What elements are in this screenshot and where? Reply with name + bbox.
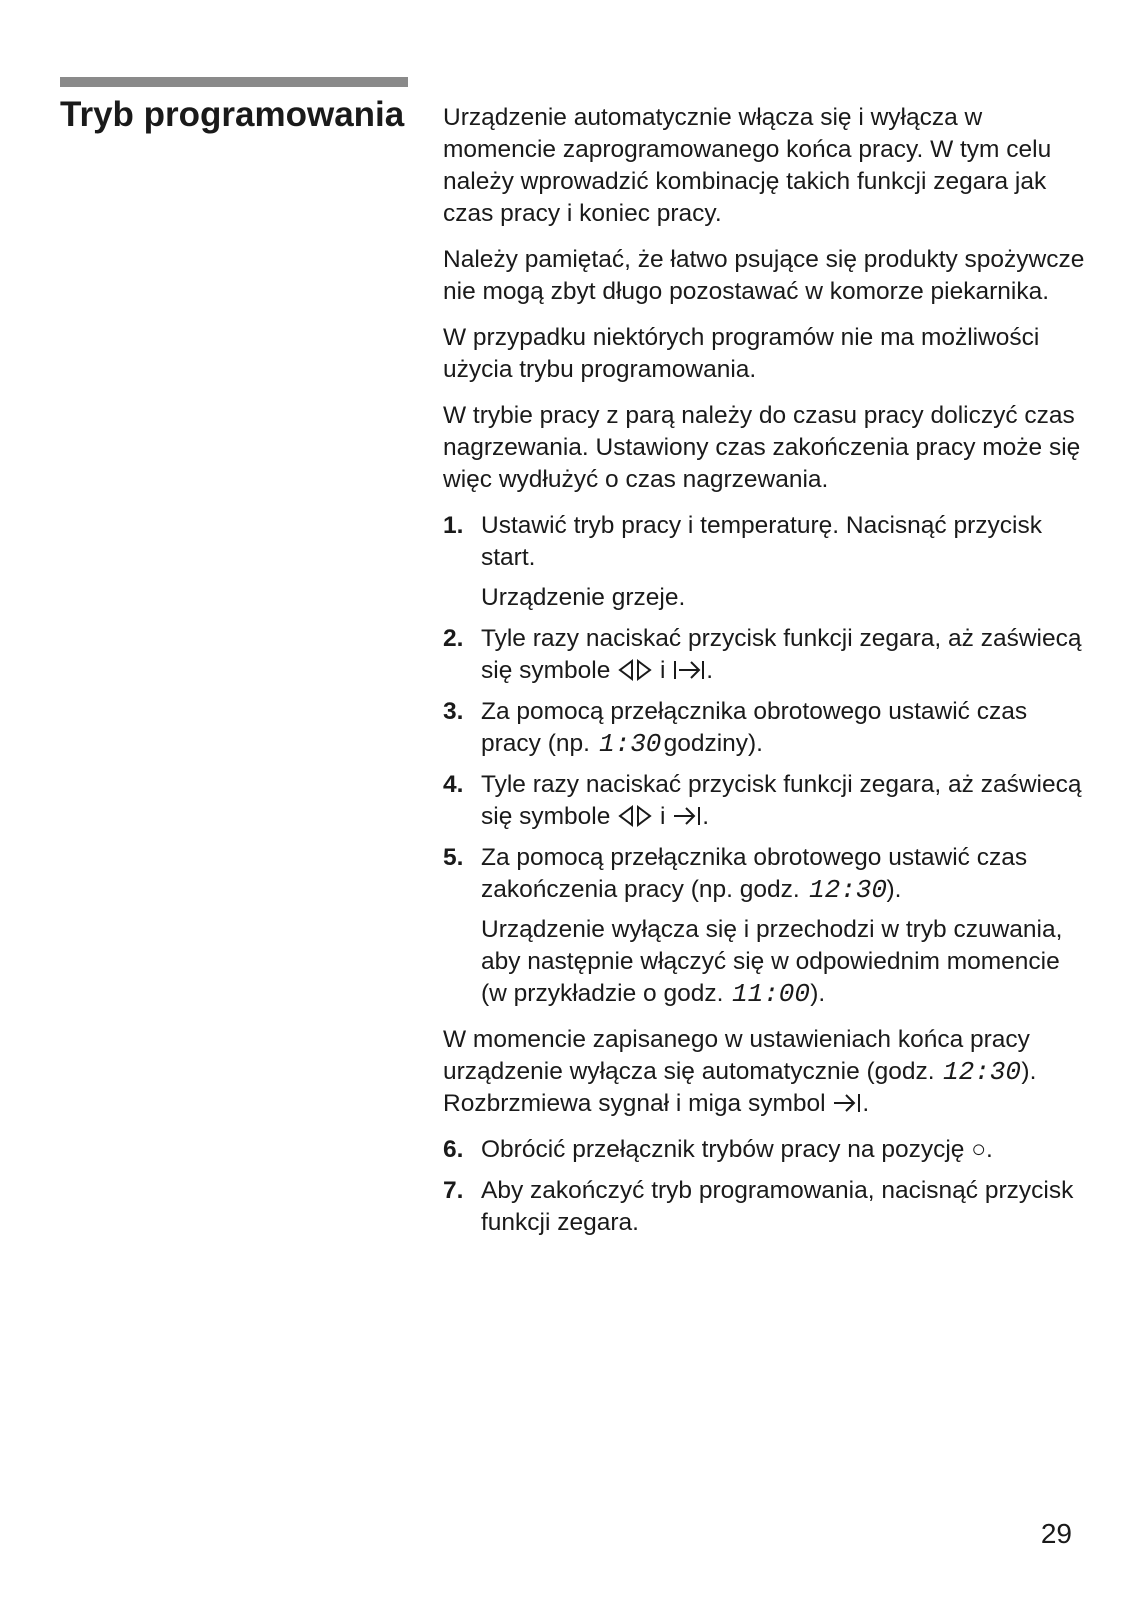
step-number: 6. bbox=[443, 1136, 464, 1163]
section-rule bbox=[60, 77, 408, 87]
step-5 bbox=[443, 842, 1088, 1010]
step-4 bbox=[443, 769, 1088, 833]
end-time-symbol-icon bbox=[672, 658, 706, 682]
page-title: Tryb programowania bbox=[60, 95, 405, 134]
steps-list-b bbox=[443, 1134, 1088, 1239]
display-readout-start-time bbox=[732, 979, 811, 1009]
step-text: Za pomocą przełącznika obrotowego ustawić czas pracy (np. bbox=[481, 698, 1028, 757]
intro-paragraph-3: W przypadku niektórych programów nie ma możliwości użycia trybu programowania. bbox=[443, 324, 1040, 383]
step-1 bbox=[443, 510, 1088, 614]
step-3 bbox=[443, 696, 1088, 760]
step-text: Obrócić przełącznik trybów pracy na pozycję ○. bbox=[481, 1136, 993, 1163]
end-note-text-after: ). Rozbrzmiewa sygnał i miga symbol bbox=[443, 1058, 1037, 1117]
step-result-after: ). bbox=[810, 980, 826, 1007]
step-number: 3. bbox=[443, 698, 464, 725]
step-result-text: Urządzenie wyłącza się i przechodzi w tryb czuwania, aby następnie włączyć się w odpowiednim momencie (w przykładzie o godz. bbox=[481, 916, 1063, 1007]
step-number: 5. bbox=[443, 844, 464, 871]
step-2 bbox=[443, 623, 1088, 687]
step-result: Urządzenie grzeje. bbox=[481, 584, 686, 611]
steps-list-a bbox=[443, 510, 1088, 1010]
step-number: 1. bbox=[443, 512, 464, 539]
svg-text:12:30: 12:30 bbox=[943, 1057, 1022, 1087]
end-note-paragraph bbox=[443, 1024, 1088, 1120]
end-note-text: W momencie zapisanego w ustawieniach końca pracy urządzenie wyłącza się automatycznie (godz. bbox=[443, 1026, 1030, 1085]
intro-paragraph-1: Urządzenie automatycznie włącza się i wyłącza w momencie zaprogramowanego końca pracy. W tym celu należy wprowadzić kombinację takich funkcji zegara jak czas pracy i koniec pracy. bbox=[443, 104, 1052, 227]
display-readout-end-time bbox=[808, 875, 887, 905]
svg-text:12:30: 12:30 bbox=[808, 875, 887, 905]
intro-paragraph-2: Należy pamiętać, że łatwo psujące się produkty spożywcze nie mogą zbyt długo pozostawać w komorze piekarnika. bbox=[443, 246, 1085, 305]
step-text: Ustawić tryb pracy i temperaturę. Nacisnąć przycisk start. bbox=[481, 512, 1042, 571]
duration-symbol-icon bbox=[617, 804, 653, 828]
step-conjunction: i bbox=[659, 803, 666, 830]
step-conjunction: i bbox=[659, 657, 666, 684]
intro-paragraph-4: W trybie pracy z parą należy do czasu pracy doliczyć czas nagrzewania. Ustawiony czas zakończenia pracy może się więc wydłużyć o czas nagrzewania. bbox=[443, 402, 1081, 493]
step-number: 7. bbox=[443, 1177, 464, 1204]
step-number: 2. bbox=[443, 625, 464, 652]
page-number: 29 bbox=[1040, 1518, 1072, 1549]
end-note-punct: . bbox=[862, 1090, 870, 1117]
main-content bbox=[443, 102, 1088, 1253]
step-7 bbox=[443, 1175, 1088, 1239]
step-text-after: ). bbox=[886, 876, 902, 903]
svg-text:11:00: 11:00 bbox=[732, 979, 811, 1009]
step-text: Aby zakończyć tryb programowania, nacisnąć przycisk funkcji zegara. bbox=[481, 1177, 1074, 1236]
display-readout-end-note bbox=[943, 1057, 1022, 1087]
step-text: Tyle razy naciskać przycisk funkcji zegara, aż zaświecą się symbole bbox=[481, 771, 1082, 830]
step-text: Tyle razy naciskać przycisk funkcji zegara, aż zaświecą się symbole bbox=[481, 625, 1082, 684]
step-result bbox=[481, 914, 1088, 1010]
display-readout-duration bbox=[598, 729, 662, 759]
step-6 bbox=[443, 1134, 1088, 1166]
step-punct: . bbox=[702, 803, 710, 830]
end-time-arrow-icon bbox=[672, 804, 702, 828]
duration-symbol-icon bbox=[617, 658, 653, 682]
end-time-arrow-icon bbox=[832, 1091, 862, 1115]
step-punct: . bbox=[706, 657, 714, 684]
step-number: 4. bbox=[443, 771, 464, 798]
svg-text:1:30: 1:30 bbox=[598, 729, 662, 759]
step-text: Za pomocą przełącznika obrotowego ustawić czas zakończenia pracy (np. godz. bbox=[481, 844, 1028, 903]
step-text-after: godziny). bbox=[663, 730, 763, 757]
